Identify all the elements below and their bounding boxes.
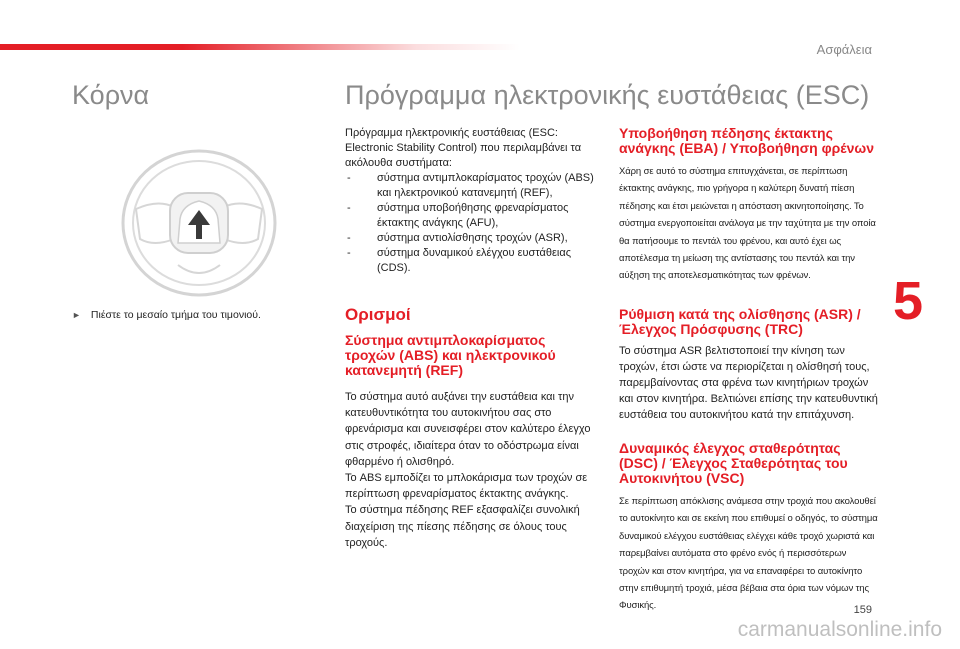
list-item: - σύστημα υποβοήθησης φρεναρίσματος έκτακτης ανάγκης (AFU),	[345, 201, 595, 231]
abs-paragraph-1: Το σύστημα αυτό αυξάνει την ευστάθεια και την κατευθυντικότητα του αυτοκινήτου σας στο φρενάρισμα και συνεισφέρει στον καλύτερο έλεγχο στις στροφές, ιδιαίτερα όταν το οδόστρωμα είναι φθαρμένο ή ολισθηρό.	[345, 391, 591, 468]
horn-instruction-text: Πιέστε το μεσαίο τμήμα του τιμονιού.	[90, 309, 261, 321]
abs-paragraph-2: Το ABS εμποδίζει το μπλοκάρισμα των τροχών σε περίπτωση φρεναρίσματος έκτακτης ανάγκης.	[345, 472, 588, 501]
asr-section	[619, 343, 879, 423]
systems-list	[345, 171, 595, 276]
definitions-heading: Ορισμοί	[345, 305, 411, 324]
vsc-body: Σε περίπτωση απόκλισης ανάμεσα στην τροχιά που ακολουθεί το αυτοκίνητο και σε εκείνη που επιθυμεί ο οδηγός, το σύστημα δυναμικού ελέγχου ευστάθειας ελέγχει κάθε τροχό χωριστά και παρεμβαίνει αυτόματα στο φρένο ενός ή περισσότερων τροχών και στον κινητήρα, για να επαναφέρει το αυτοκίνητο στην επιθυμητή τροχιά, μέσα βέβαια στα όρια των νόμων της Φυσικής.	[619, 496, 878, 612]
abs-heading: Σύστημα αντιμπλοκαρίσματος τροχών (ABS) και ηλεκτρονικού κατανεμητή (REF)	[345, 332, 556, 378]
esc-title: Πρόγραμμα ηλεκτρονικής ευστάθειας (ESC)	[345, 80, 870, 110]
eba-section	[619, 163, 879, 285]
list-item: - σύστημα δυναμικού ελέγχου ευστάθειας (CDS).	[345, 246, 595, 276]
list-item: - σύστημα αντιολίσθησης τροχών (ASR),	[345, 231, 595, 246]
list-item: - σύστημα αντιμπλοκαρίσματος τροχών (ABS) και ηλεκτρονικού κατανεμητή (REF),	[345, 171, 595, 201]
horn-instruction	[72, 309, 261, 321]
asr-body: Το σύστημα ASR βελτιστοποιεί την κίνηση των τροχών, έτσι ώστε να περιορίζεται η ολίσθησή τους, παρεμβαίνοντας στα φρένα των κινητήριων τροχών και στον κινητήρα. Βελτιώνει επίσης την κατευθυντική ευστάθεια του αυτοκινήτου κατά την επιτάχυνση.	[619, 345, 878, 421]
esc-intro	[345, 126, 595, 276]
asr-heading: Ρύθμιση κατά της ολίσθησης (ASR) / Έλεγχος Πρόσφυσης (TRC)	[619, 306, 861, 337]
watermark: carmanualsonline.info	[737, 618, 942, 641]
eba-heading: Υποβοήθηση πέδησης έκτακτης ανάγκης (EBA) / Υποβοήθηση φρένων	[619, 125, 875, 156]
vsc-section	[619, 493, 879, 615]
section-title: Ασφάλεια	[816, 42, 872, 57]
chapter-number: 5	[893, 271, 924, 331]
header-accent-bar	[0, 44, 520, 50]
intro-paragraph: Πρόγραμμα ηλεκτρονικής ευστάθειας (ESC: Electronic Stability Control) που περιλαμβάνει τα ακόλουθα συστήματα:	[345, 127, 582, 169]
vsc-heading: Δυναμικός έλεγχος σταθερότητας (DSC) / Έλεγχος Σταθερότητας του Αυτοκινήτου (VSC)	[619, 440, 848, 486]
abs-paragraph-3: Το σύστημα πέδησης REF εξασφαλίζει συνολική διαχείριση της πίεσης πέδησης σε όλους τους τροχούς.	[345, 504, 580, 549]
abs-body	[345, 389, 600, 551]
page-number: 159	[853, 604, 872, 616]
arrow-right-icon: ►	[72, 310, 81, 320]
horn-title: Κόρνα	[72, 80, 150, 110]
eba-body: Χάρη σε αυτό το σύστημα επιτυγχάνεται, σε περίπτωση έκτακτης ανάγκης, πιο γρήγορα η καλύτερη δυνατή πίεση πέδησης και έτσι μειώνεται η απόσταση ακινητοποίησης. Το σύστημα ενεργοποιείται ανάλογα με την ταχύτητα με την οποία θα πατήσουμε το πεντάλ του φρένου, και αυτό έχει ως αποτέλεσμα τη μείωση της αντίστασης του πεντάλ και την αύξηση της αποτελεσματικότητας των φρένων.	[619, 166, 876, 282]
steering-wheel-illustration	[118, 147, 280, 297]
